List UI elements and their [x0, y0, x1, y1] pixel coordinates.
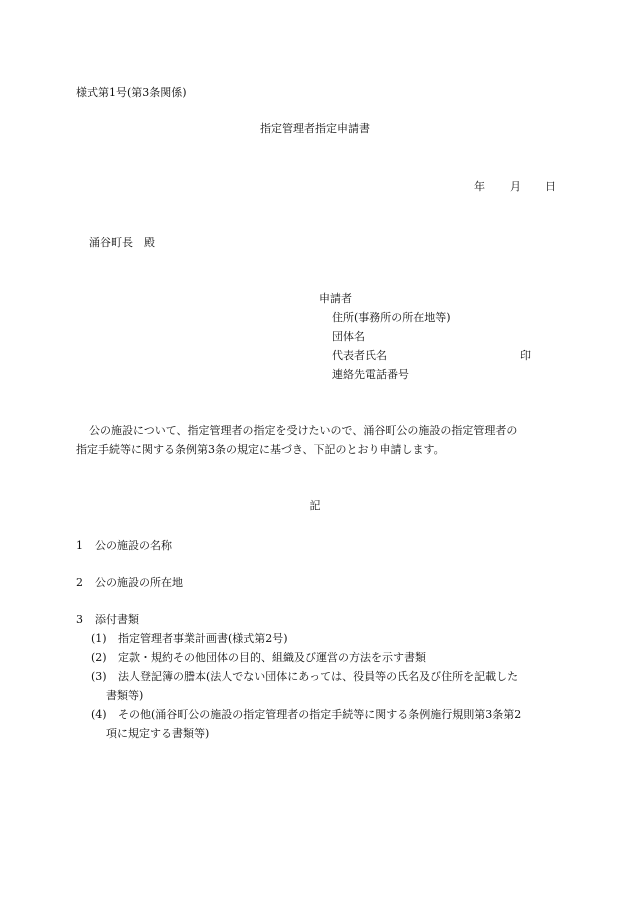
- item-number: 1: [76, 539, 83, 552]
- applicant-org-name: 団体名: [332, 330, 365, 343]
- attachment-text: 指定管理者事業計画書(様式第2号): [118, 632, 288, 645]
- seal-mark: 印: [520, 349, 531, 362]
- addressee: 涌谷町長 殿: [89, 236, 155, 249]
- applicant-representative: 代表者氏名: [332, 349, 387, 362]
- page-title: 指定管理者指定申請書: [260, 122, 370, 135]
- item-label: 公の施設の所在地: [95, 576, 183, 589]
- date-year: 年: [474, 180, 485, 193]
- attachment-text-cont: 項に規定する書類等): [106, 727, 210, 740]
- ki-heading: 記: [309, 499, 321, 512]
- item-number: 2: [76, 576, 83, 589]
- attachment-text: その他(涌谷町公の施設の指定管理者の指定手続等に関する条例施行規則第3条第2: [118, 708, 522, 721]
- date-day: 日: [545, 180, 556, 193]
- attachment-number: (3): [91, 670, 107, 683]
- attachment-text-cont: 書類等): [106, 689, 144, 702]
- item-number: 3: [76, 613, 83, 626]
- attachment-number: (1): [91, 632, 107, 645]
- attachment-number: (4): [91, 708, 107, 721]
- attachment-number: (2): [91, 651, 107, 664]
- body-line-1: 公の施設について、指定管理者の指定を受けたいので、涌谷町公の施設の指定管理者の: [89, 424, 518, 437]
- applicant-heading: 申請者: [319, 292, 352, 305]
- date-month: 月: [510, 180, 521, 193]
- attachment-text: 法人登記簿の謄本(法人でない団体にあっては、役員等の氏名及び住所を記載した: [118, 670, 519, 683]
- attachment-text: 定款・規約その他団体の目的、組織及び運営の方法を示す書類: [118, 651, 426, 664]
- item-label: 公の施設の名称: [95, 539, 172, 552]
- form-number: 様式第1号(第3条関係): [76, 86, 187, 99]
- applicant-address: 住所(事務所の所在地等): [332, 311, 451, 324]
- applicant-contact: 連絡先電話番号: [332, 368, 409, 381]
- item-label: 添付書類: [95, 613, 139, 626]
- body-line-2: 指定手続等に関する条例第3条の規定に基づき、下記のとおり申請します。: [76, 443, 445, 456]
